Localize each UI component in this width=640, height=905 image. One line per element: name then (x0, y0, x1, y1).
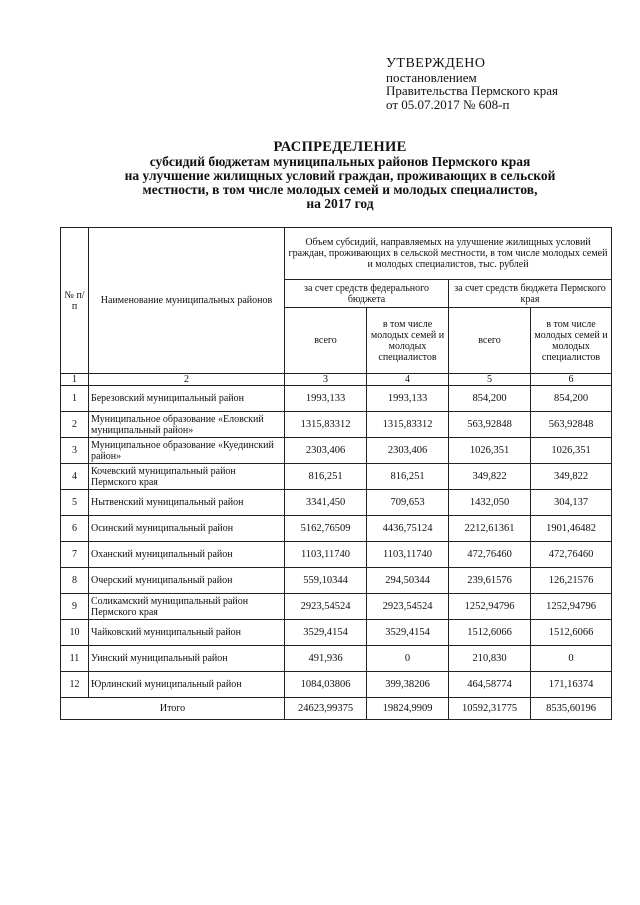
regional-total: 464,58774 (449, 672, 531, 698)
federal-total: 2923,54524 (285, 594, 367, 620)
title-line-4: на 2017 год (306, 196, 374, 211)
regional-including: 349,822 (531, 464, 612, 490)
row-number: 5 (61, 490, 89, 516)
table-row (61, 620, 612, 646)
regional-including: 472,76460 (531, 542, 612, 568)
district-name: Осинский муниципальный район (89, 516, 285, 542)
row-number: 12 (61, 672, 89, 698)
title-line-3: местности, в том числе молодых семей и молодых специалистов, (142, 182, 538, 197)
regional-total: 210,830 (449, 646, 531, 672)
federal-total: 816,251 (285, 464, 367, 490)
regional-total: 1512,6066 (449, 620, 531, 646)
regional-including: 1901,46482 (531, 516, 612, 542)
table-row (61, 490, 612, 516)
document-title (70, 140, 610, 211)
federal-total: 1315,83312 (285, 412, 367, 438)
federal-total: 3529,4154 (285, 620, 367, 646)
district-name: Очерский муниципальный район (89, 568, 285, 594)
row-number: 6 (61, 516, 89, 542)
table-row (61, 438, 612, 464)
row-number: 4 (61, 464, 89, 490)
table-row (61, 464, 612, 490)
approval-heading: УТВЕРЖДЕНО (386, 56, 486, 71)
column-number: 5 (449, 374, 531, 386)
district-name: Юрлинский муниципальный район (89, 672, 285, 698)
regional-total: 1252,94796 (449, 594, 531, 620)
row-number: 9 (61, 594, 89, 620)
row-number: 11 (61, 646, 89, 672)
table-row (61, 412, 612, 438)
table-body (61, 386, 612, 698)
table-row (61, 542, 612, 568)
totals-federal-including: 19824,9909 (367, 698, 449, 720)
federal-including: 2303,406 (367, 438, 449, 464)
row-number: 7 (61, 542, 89, 568)
column-number: 2 (89, 374, 285, 386)
header-regional-budget: за счет средств бюджета Пермского края (449, 280, 612, 308)
federal-total: 491,936 (285, 646, 367, 672)
federal-including: 4436,75124 (367, 516, 449, 542)
regional-total: 1432,050 (449, 490, 531, 516)
row-number: 2 (61, 412, 89, 438)
federal-total: 2303,406 (285, 438, 367, 464)
district-name: Муниципальное образование «Еловский муниципальный район» (89, 412, 285, 438)
district-name: Чайковский муниципальный район (89, 620, 285, 646)
federal-total: 5162,76509 (285, 516, 367, 542)
approval-line-3: от 05.07.2017 № 608-п (386, 96, 510, 112)
district-name: Муниципальное образование «Куединский район» (89, 438, 285, 464)
district-name: Березовский муниципальный район (89, 386, 285, 412)
column-number: 6 (531, 374, 612, 386)
title-main: РАСПРЕДЕЛЕНИЕ (273, 139, 407, 155)
totals-label: Итого (61, 698, 285, 720)
totals-regional-including: 8535,60196 (531, 698, 612, 720)
regional-including: 563,92848 (531, 412, 612, 438)
approval-stamp (386, 57, 558, 111)
header-federal-including: в том числе молодых семей и молодых специалистов (367, 308, 449, 374)
table-row (61, 646, 612, 672)
row-number: 10 (61, 620, 89, 646)
federal-including: 399,38206 (367, 672, 449, 698)
federal-total: 3341,450 (285, 490, 367, 516)
table-row (61, 386, 612, 412)
subsidy-table (60, 227, 612, 720)
header-district-name: Наименование муниципальных районов (89, 228, 285, 374)
regional-including: 304,137 (531, 490, 612, 516)
column-number: 4 (367, 374, 449, 386)
federal-including: 3529,4154 (367, 620, 449, 646)
regional-total: 854,200 (449, 386, 531, 412)
district-name: Нытвенский муниципальный район (89, 490, 285, 516)
regional-including: 126,21576 (531, 568, 612, 594)
table-row (61, 594, 612, 620)
regional-including: 854,200 (531, 386, 612, 412)
column-number: 3 (285, 374, 367, 386)
approval-line-2: Правительства Пермского края (386, 83, 558, 98)
regional-total: 563,92848 (449, 412, 531, 438)
header-number: № п/п (61, 228, 89, 374)
header-regional-total: всего (449, 308, 531, 374)
federal-including: 1993,133 (367, 386, 449, 412)
district-name: Соликамский муниципальный район Пермского края (89, 594, 285, 620)
federal-including: 294,50344 (367, 568, 449, 594)
federal-including: 0 (367, 646, 449, 672)
district-name: Оханский муниципальный район (89, 542, 285, 568)
totals-federal-total: 24623,99375 (285, 698, 367, 720)
federal-total: 1084,03806 (285, 672, 367, 698)
approval-line-1: постановлением (386, 69, 477, 85)
federal-total: 559,10344 (285, 568, 367, 594)
row-number: 3 (61, 438, 89, 464)
federal-total: 1103,11740 (285, 542, 367, 568)
regional-total: 472,76460 (449, 542, 531, 568)
header-regional-including: в том числе молодых семей и молодых специалистов (531, 308, 612, 374)
row-number: 1 (61, 386, 89, 412)
federal-including: 1103,11740 (367, 542, 449, 568)
regional-including: 0 (531, 646, 612, 672)
title-line-1: субсидий бюджетам муниципальных районов Пермского края (149, 154, 531, 169)
federal-including: 709,653 (367, 490, 449, 516)
regional-total: 239,61576 (449, 568, 531, 594)
federal-total: 1993,133 (285, 386, 367, 412)
table-row (61, 568, 612, 594)
title-line-2: на улучшение жилищных условий граждан, проживающих в сельской (124, 168, 556, 183)
header-subsidy-volume: Объем субсидий, направляемых на улучшение жилищных условий граждан, проживающих в сельской местности, в том числе молодых семей и молодых специалистов, тыс. рублей (285, 228, 612, 280)
regional-including: 171,16374 (531, 672, 612, 698)
federal-including: 2923,54524 (367, 594, 449, 620)
regional-including: 1252,94796 (531, 594, 612, 620)
header-federal-budget: за счет средств федерального бюджета (285, 280, 449, 308)
regional-including: 1512,6066 (531, 620, 612, 646)
regional-total: 1026,351 (449, 438, 531, 464)
district-name: Кочевский муниципальный район Пермского края (89, 464, 285, 490)
totals-row (61, 698, 612, 720)
district-name: Уинский муниципальный район (89, 646, 285, 672)
table-row (61, 516, 612, 542)
regional-total: 349,822 (449, 464, 531, 490)
federal-including: 816,251 (367, 464, 449, 490)
regional-including: 1026,351 (531, 438, 612, 464)
federal-including: 1315,83312 (367, 412, 449, 438)
column-number-row (61, 374, 612, 386)
header-federal-total: всего (285, 308, 367, 374)
column-number: 1 (61, 374, 89, 386)
regional-total: 2212,61361 (449, 516, 531, 542)
totals-regional-total: 10592,31775 (449, 698, 531, 720)
row-number: 8 (61, 568, 89, 594)
table-row (61, 672, 612, 698)
